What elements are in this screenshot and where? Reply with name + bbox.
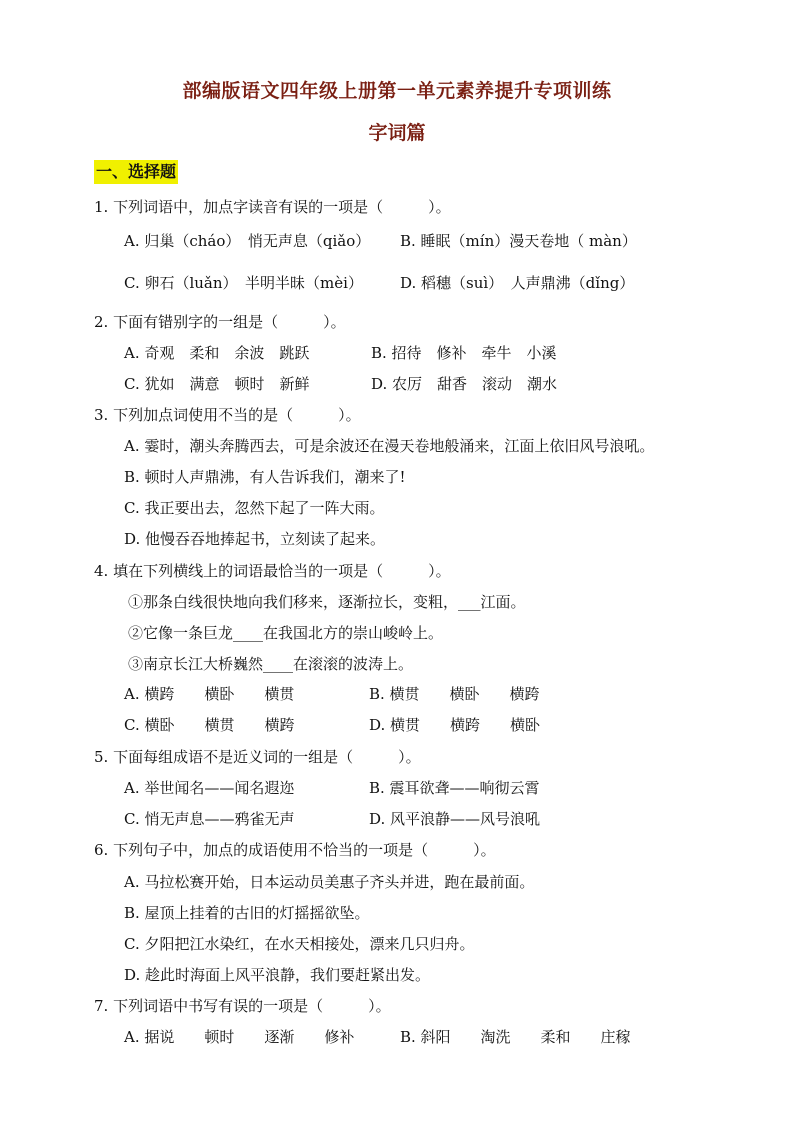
question-7-option-a: A. 据说 顿时 逐渐 修补 xyxy=(124,1028,355,1046)
question-5-option-d: D. 风平浪静——风号浪吼 xyxy=(369,810,541,828)
question-1-stem: 1. 下列词语中，加点字读音有误的一项是（ ）。 xyxy=(94,198,451,216)
question-7-option-b: B. 斜阳 淘洗 柔和 庄稼 xyxy=(400,1028,631,1046)
question-5-option-c: C. 悄无声息——鸦雀无声 xyxy=(124,810,295,828)
question-2-option-d: D. 农厉 甜香 滚动 潮水 xyxy=(371,375,558,393)
question-4-sentence-1: ①那条白线很快地向我们移来，逐渐拉长，变粗，___江面。 xyxy=(128,593,526,611)
question-2-option-c: C. 犹如 满意 顿时 新鲜 xyxy=(124,375,310,393)
question-5-option-b: B. 震耳欲聋——响彻云霄 xyxy=(369,779,540,797)
question-3-option-d: D. 他慢吞吞地捧起书，立刻读了起来。 xyxy=(124,530,386,548)
question-4-option-d: D. 横贯 横跨 横卧 xyxy=(369,716,541,734)
section-heading: 一、选择题 xyxy=(94,160,178,184)
question-3-stem: 3. 下列加点词使用不当的是（ ）。 xyxy=(94,406,361,424)
question-6-option-c: C. 夕阳把江水染红，在水天相接处，漂来几只归舟。 xyxy=(124,935,475,953)
question-3-option-b: B. 顿时人声鼎沸，有人告诉我们，潮来了! xyxy=(124,468,406,486)
question-6-option-b: B. 屋顶上挂着的古旧的灯摇摇欲坠。 xyxy=(124,904,370,922)
question-1-option-c: C. 卵石（luǎn） 半明半昧（mèi） xyxy=(124,274,363,292)
question-4-option-a: A. 横跨 横卧 横贯 xyxy=(124,685,295,703)
page-title: 部编版语文四年级上册第一单元素养提升专项训练 xyxy=(182,80,612,102)
question-7-stem: 7. 下列词语中书写有误的一项是（ ）。 xyxy=(94,997,391,1015)
question-4-option-b: B. 横贯 横卧 横跨 xyxy=(369,685,540,703)
question-6-option-a: A. 马拉松赛开始，日本运动员美惠子齐头并进，跑在最前面。 xyxy=(124,873,535,891)
question-5-option-a: A. 举世闻名——闻名遐迩 xyxy=(124,779,295,797)
question-1-option-b: B. 睡眠（mín）漫天卷地（ màn） xyxy=(400,232,637,250)
question-4-sentence-3: ③南京长江大桥巍然____在滚滚的波涛上。 xyxy=(128,655,414,673)
question-2-option-a: A. 奇观 柔和 余波 跳跃 xyxy=(124,344,310,362)
question-2-option-b: B. 招待 修补 牵牛 小溪 xyxy=(371,344,557,362)
question-6-option-d: D. 趁此时海面上风平浪静，我们要赶紧出发。 xyxy=(124,966,431,984)
question-1-option-d: D. 稻穗（suì） 人声鼎沸（dǐng） xyxy=(400,274,635,292)
question-6-stem: 6. 下列句子中，加点的成语使用不恰当的一项是（ ）。 xyxy=(94,841,496,859)
question-3-option-a: A. 霎时，潮头奔腾西去，可是余波还在漫天卷地般涌来，江面上依旧风号浪吼。 xyxy=(124,437,655,455)
question-4-stem: 4. 填在下列横线上的词语最恰当的一项是（ ）。 xyxy=(94,562,451,580)
question-4-option-c: C. 横卧 横贯 横跨 xyxy=(124,716,295,734)
question-4-sentence-2: ②它像一条巨龙____在我国北方的崇山峻岭上。 xyxy=(128,624,444,642)
question-2-stem: 2. 下面有错别字的一组是（ ）。 xyxy=(94,313,346,331)
page-subtitle: 字词篇 xyxy=(368,122,426,144)
question-1-option-a: A. 归巢（cháo） 悄无声息（qiǎo） xyxy=(124,232,371,250)
question-3-option-c: C. 我正要出去，忽然下起了一阵大雨。 xyxy=(124,499,385,517)
question-5-stem: 5. 下面每组成语不是近义词的一组是（ ）。 xyxy=(94,748,421,766)
